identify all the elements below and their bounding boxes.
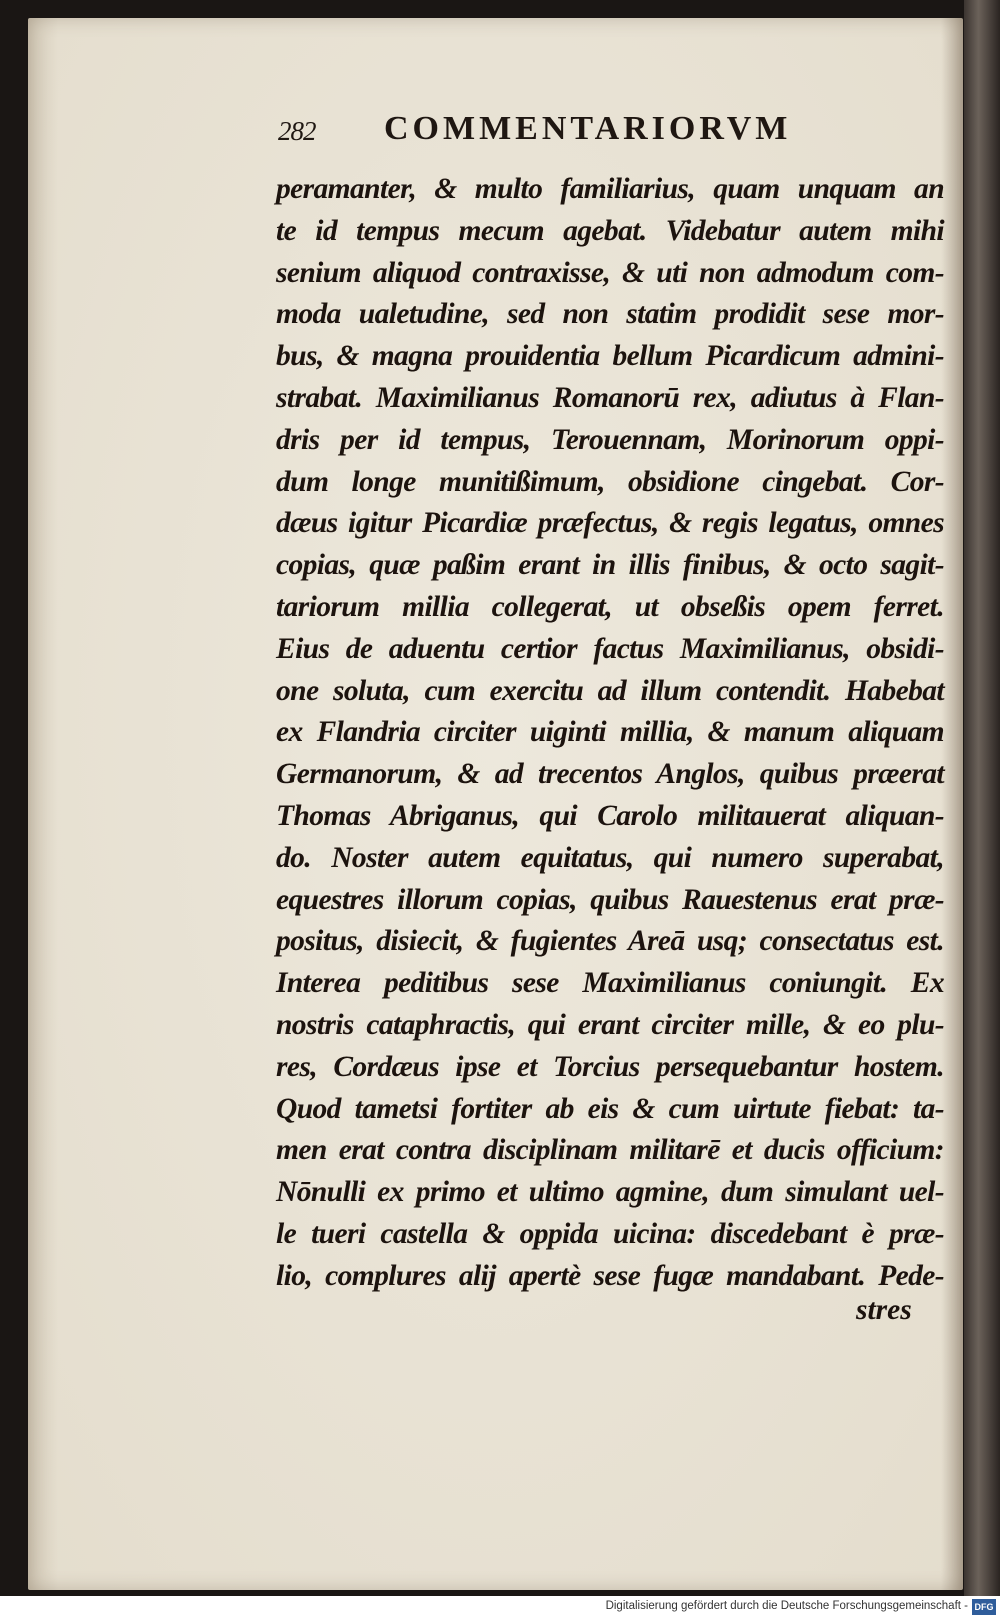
- text-line: do. Noster autem equitatus, qui numero superabat,: [276, 841, 944, 874]
- book-binding-edge: [964, 0, 1000, 1619]
- text-line: Thomas Abriganus, qui Carolo militauerat aliquan-: [276, 800, 944, 832]
- text-line: lio, complures alij apertè sese fugæ mandabant. Pede-: [276, 1259, 944, 1292]
- text-line: te id tempus mecum agebat. Videbatur autem mihi: [276, 214, 944, 247]
- text-line: Quod tametsi fortiter ab eis & cum uirtute fiebat: ta-: [276, 1092, 944, 1125]
- text-line: Eius de aduentu certior factus Maximilianus, obsidi-: [276, 632, 944, 665]
- text-line: Germanorum, & ad trecentos Anglos, quibus præerat: [276, 758, 944, 791]
- text-line: dæus igitur Picardiæ præfectus, & regis legatus, omnes: [276, 507, 944, 540]
- catchword: stres: [856, 1294, 912, 1326]
- text-line: moda ualetudine, sed non statim prodidit sese mor-: [276, 298, 944, 331]
- digitization-footer: [0, 1596, 1000, 1619]
- text-line: dris per id tempus, Terouennam, Morinorum oppi-: [276, 423, 944, 456]
- text-line: Nōnulli ex primo et ultimo agmine, dum simulant uel-: [276, 1176, 944, 1209]
- text-line: equestres illorum copias, quibus Rauestenus erat præ-: [276, 883, 944, 916]
- text-line: le tueri castella & oppida uicina: discedebant è præ-: [276, 1218, 944, 1250]
- text-line: bus, & magna prouidentia bellum Picardicum admini-: [276, 340, 944, 373]
- text-line: men erat contra disciplinam militarē et ducis officium:: [276, 1134, 944, 1167]
- text-line: senium aliquod contraxisse, & uti non admodum com-: [276, 256, 944, 289]
- text-line: copias, quæ paßim erant in illis finibus, & octo sagit-: [276, 549, 944, 582]
- footer-credit: Digitalisierung gefördert durch die Deutsche Forschungsgemeinschaft -: [605, 1600, 968, 1612]
- running-head: COMMENTARIORVM: [384, 110, 792, 147]
- text-line: strabat. Maximilianus Romanorū rex, adiutus à Flan-: [276, 382, 944, 414]
- text-line: positus, disiecit, & fugientes Areā usq; consectatus est.: [276, 925, 944, 958]
- text-line: dum longe munitißimum, obsidione cingebat. Cor-: [276, 465, 944, 498]
- text-line: peramanter, & multo familiarius, quam unquam an: [276, 173, 944, 205]
- page-number: 282: [278, 116, 316, 146]
- text-line: ex Flandria circiter uiginti millia, & manum aliquam: [276, 716, 944, 749]
- page-header: [278, 110, 838, 160]
- text-line: tariorum millia collegerat, ut obseßis opem ferret.: [276, 591, 944, 623]
- text-line: res, Cordæus ipse et Torcius persequebantur hostem.: [276, 1050, 944, 1083]
- dfg-logo: DFG: [972, 1599, 996, 1615]
- text-line: one soluta, cum exercitu ad illum contendit. Habebat: [276, 674, 944, 707]
- scanned-page: [28, 18, 963, 1590]
- text-line: Interea peditibus sese Maximilianus coniungit. Ex: [276, 967, 944, 1000]
- text-line: nostris cataphractis, qui erant circiter mille, & eo plu-: [276, 1009, 944, 1041]
- body-text: [276, 168, 944, 1348]
